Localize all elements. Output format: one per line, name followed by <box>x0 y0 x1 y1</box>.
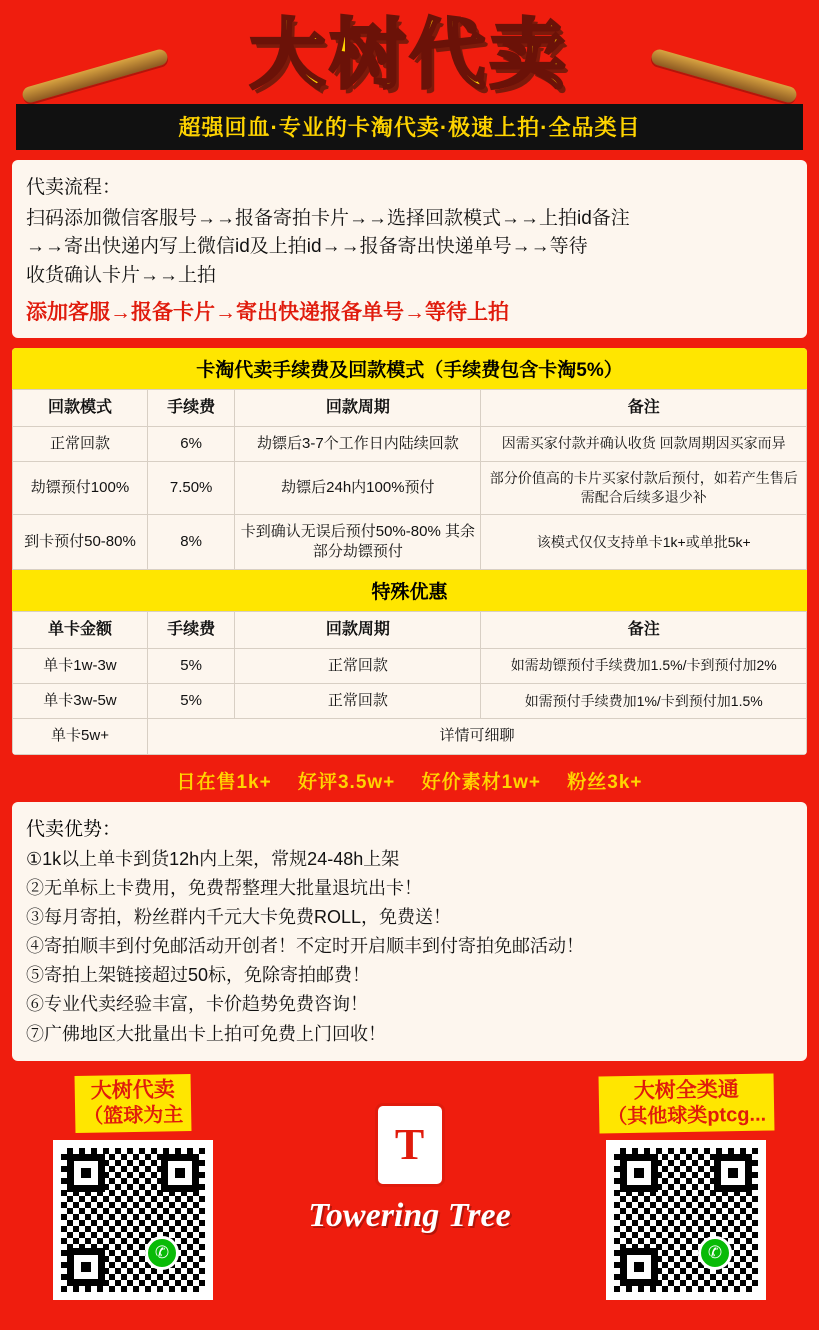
advantage-item: ③每月寄拍，粉丝群内千元大卡免费ROLL，免费送！ <box>26 906 452 927</box>
qr-finder-icon <box>620 1154 658 1192</box>
qr-block-basketball[interactable] <box>18 1075 248 1300</box>
stat-item: 日在售1k+ <box>176 771 272 793</box>
qr-label-basketball <box>75 1074 192 1133</box>
cell-amount: 单卡1w-3w <box>13 648 148 683</box>
stat-item: 好评3.5w+ <box>297 771 396 793</box>
table-row <box>13 514 807 570</box>
column-header: 回款周期 <box>235 390 481 427</box>
column-header: 回款周期 <box>235 612 481 649</box>
column-header: 手续费 <box>147 612 234 649</box>
fee-table-title: 卡淘代卖手续费及回款模式（手续费包含卡淘5%） <box>12 348 807 389</box>
cell-note: 如需预付手续费加1%/卡到预付加1.5% <box>481 684 807 719</box>
qr-label-allcategory <box>598 1073 774 1133</box>
cell-note: 该模式仅仅支持单卡1k+或单批5k+ <box>481 514 807 570</box>
page-title: 大树代卖 <box>249 13 570 98</box>
cell-mode: 劫镖预付100% <box>13 461 148 514</box>
special-table <box>12 611 807 754</box>
advantages-title: 代卖优势： <box>26 818 122 840</box>
wechat-icon: ✆ <box>145 1236 179 1270</box>
column-header: 单卡金额 <box>13 612 148 649</box>
cell-note: 部分价值高的卡片买家付款后预付，如若产生售后需配合后续多退少补 <box>481 461 807 514</box>
column-header: 备注 <box>481 612 807 649</box>
qr-block-allcategory[interactable] <box>571 1075 801 1300</box>
qr-code-allcategory[interactable] <box>606 1140 766 1300</box>
qr-finder-icon <box>714 1154 752 1192</box>
cell-cycle: 劫镖后24h内100%预付 <box>235 461 481 514</box>
qr-finder-icon <box>67 1154 105 1192</box>
cell-mode: 正常回款 <box>13 426 148 461</box>
cell-fee: 8% <box>147 514 234 570</box>
advantage-item: ⑤寄拍上架链接超过50标，免除寄拍邮费！ <box>26 965 371 986</box>
advantage-item: ④寄拍顺丰到付免邮活动开创者！不定时开启顺丰到付寄拍免邮活动！ <box>26 936 584 957</box>
cell-fee: 5% <box>147 684 234 719</box>
qr-finder-icon <box>161 1154 199 1192</box>
flow-title: 代卖流程： <box>26 176 122 198</box>
cell-cycle: 正常回款 <box>235 648 481 683</box>
flow-line: 收货确认卡片→→上拍 <box>26 264 217 286</box>
flow-line: 扫码添加微信客服号→→报备寄拍卡片→→选择回款模式→→上拍id备注 <box>26 207 630 229</box>
fee-table-panel <box>12 348 807 754</box>
advantage-item: ②无单标上卡费用，免费帮整理大批量退坑出卡！ <box>26 877 422 898</box>
special-table-title: 特殊优惠 <box>12 570 807 611</box>
cell-mode: 到卡预付50-80% <box>13 514 148 570</box>
qr-label-line2: （篮球为主 <box>83 1104 184 1128</box>
stats-strip <box>12 767 807 794</box>
brand-logo <box>285 1103 535 1235</box>
column-header: 回款模式 <box>13 390 148 427</box>
qr-code-basketball[interactable] <box>53 1140 213 1300</box>
fee-table <box>12 389 807 570</box>
table-header-row <box>13 612 807 649</box>
cell-fee: 6% <box>147 426 234 461</box>
stat-item: 好价素材1w+ <box>421 771 542 793</box>
table-row <box>13 648 807 683</box>
column-header: 手续费 <box>147 390 234 427</box>
cell-amount: 单卡3w-5w <box>13 684 148 719</box>
cell-cycle: 劫镖后3-7个工作日内陆续回款 <box>235 426 481 461</box>
flow-panel <box>12 160 807 339</box>
header <box>0 0 819 150</box>
table-header-row <box>13 390 807 427</box>
stat-item: 粉丝3k+ <box>567 771 643 793</box>
cell-note: 因需买家付款并确认收货 回款周期因买家而异 <box>481 426 807 461</box>
qr-finder-icon <box>67 1248 105 1286</box>
flow-line: →→寄出快递内写上微信id及上拍id→→报备寄出快递单号→→等待 <box>26 236 588 258</box>
flow-summary: 添加客服→报备卡片→寄出快递报备单号→等待上拍 <box>26 301 509 325</box>
logo-wordmark: Towering Tree <box>308 1196 511 1234</box>
table-row <box>13 426 807 461</box>
advantages-panel <box>12 802 807 1061</box>
qr-finder-icon <box>620 1248 658 1286</box>
cell-fee: 5% <box>147 648 234 683</box>
cell-cycle: 卡到确认无误后预付50%-80% 其余部分劫镖预付 <box>235 514 481 570</box>
table-row <box>13 461 807 514</box>
column-header: 备注 <box>481 390 807 427</box>
logo-mark-icon <box>375 1103 445 1187</box>
logo-letter: T <box>394 1120 425 1170</box>
table-row <box>13 719 807 754</box>
cell-amount: 单卡5w+ <box>13 719 148 754</box>
cell-fee: 7.50% <box>147 461 234 514</box>
subtitle-banner: 超强回血·专业的卡淘代卖·极速上拍·全品类目 <box>16 104 802 150</box>
table-row <box>13 684 807 719</box>
qr-label-line1: 大树全类通 <box>633 1077 739 1103</box>
advantage-item: ①1k以上单卡到货12h内上架，常规24-48h上架 <box>26 848 400 869</box>
cell-note: 详情可细聊 <box>147 719 806 754</box>
advantage-item: ⑥专业代卖经验丰富，卡价趋势免费咨询！ <box>26 994 368 1015</box>
wechat-icon: ✆ <box>698 1236 732 1270</box>
cell-cycle: 正常回款 <box>235 684 481 719</box>
qr-label-line2: （其他球类ptcg... <box>606 1103 766 1129</box>
advantage-item: ⑦广佛地区大批量出卡上拍可免费上门回收！ <box>26 1023 386 1044</box>
cell-note: 如需劫镖预付手续费加1.5%/卡到预付加2% <box>481 648 807 683</box>
qr-section <box>0 1075 819 1330</box>
qr-label-line1: 大树代卖 <box>90 1077 175 1103</box>
